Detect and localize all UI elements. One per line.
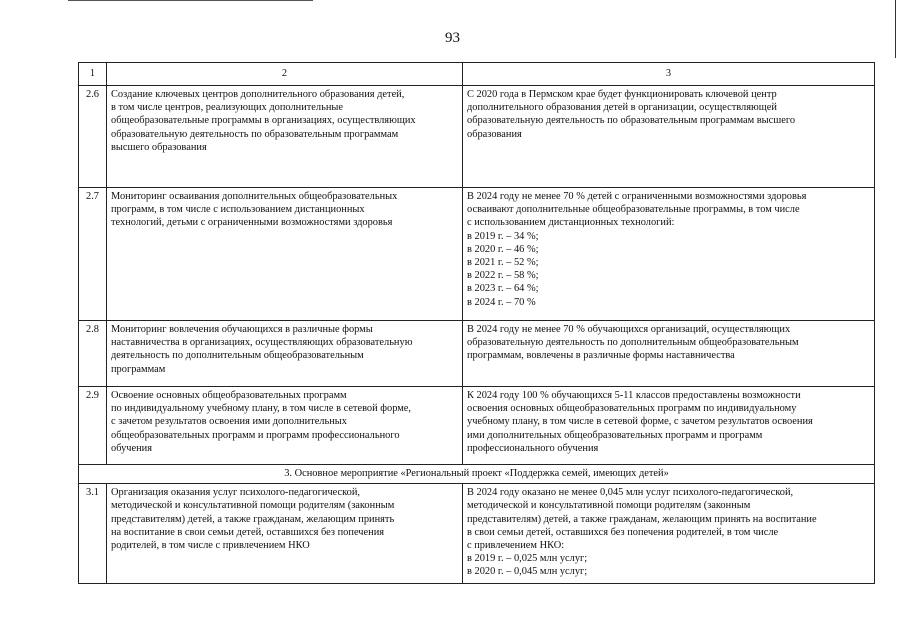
task-cell: Создание ключевых центров дополнительного образования детей, в том числе центров, реализующих дополнительные общеобразовательные программы в организациях, осуществляющих образовательную деятельность по образовательным программам высшего образования (107, 86, 463, 188)
edge-line (895, 0, 896, 58)
table-row (79, 86, 875, 188)
column-header-task: 2 (107, 63, 463, 86)
result-cell: С 2020 года в Пермском крае будет функционировать ключевой центр дополнительного образования детей в организации, осуществляющей образовательную деятельность по образовательным программам высшего образования (463, 86, 875, 188)
table-row (79, 188, 875, 321)
result-cell: В 2024 году не менее 70 % детей с ограниченными возможностями здоровья осваивают дополнительные общеобразовательные программы, в том числе с использованием дистанционных технологий: в 2019 г. – 34 %; в 2020 г. – 46 %; в 2021 г. – 52 %; в 2022 г. – 58 %; в 2023 г. – 64 %; в 2024 г. – 70 % (463, 188, 875, 321)
table-row (79, 387, 875, 465)
table-row (79, 484, 875, 584)
table-header-row (79, 63, 875, 86)
section-row (79, 465, 875, 484)
page-number: 93 (445, 30, 460, 46)
result-cell: В 2024 году не менее 70 % обучающихся организаций, осуществляющих образовательную деятельность по дополнительным общеобразовательным программам, вовлечены в различные формы наставничества (463, 321, 875, 387)
task-cell: Организация оказания услуг психолого-педагогической, методической и консультативной помощи родителям (законным представителям) детей, а также гражданам, желающим принять на воспитание в свои семьи детей, оставшихся без попечения родителей, в том числе с привлечением НКО (107, 484, 463, 584)
task-cell: Освоение основных общеобразовательных программ по индивидуальному учебному плану, в том числе в сетевой форме, с зачетом результатов освоения ими дополнительных общеобразовательных программ и программ профессионального обучения (107, 387, 463, 465)
task-cell: Мониторинг вовлечения обучающихся в различные формы наставничества в организациях, осуществляющих образовательную деятельность по дополнительным общеобразовательным программам (107, 321, 463, 387)
plan-table (78, 62, 875, 584)
column-header-number: 1 (79, 63, 107, 86)
result-cell: В 2024 году оказано не менее 0,045 млн услуг психолого-педагогической, методической и консультативной помощи родителям (законным представителям) детей, а также гражданам, желающим принять на воспитание в свои семьи детей, оставшихся без попечения родителей, в том числе с привлечением НКО: в 2019 г. – 0,025 млн услуг; в 2020 г. – 0,045 млн услуг; (463, 484, 875, 584)
section-title: 3. Основное мероприятие «Региональный проект «Поддержка семей, имеющих детей» (79, 465, 875, 484)
row-number: 3.1 (79, 484, 107, 584)
column-header-result: 3 (463, 63, 875, 86)
row-number: 2.9 (79, 387, 107, 465)
row-number: 2.8 (79, 321, 107, 387)
row-number: 2.7 (79, 188, 107, 321)
table-row (79, 321, 875, 387)
result-cell: К 2024 году 100 % обучающихся 5-11 классов предоставлены возможности освоения основных общеобразовательных программ по индивидуальному учебному плану, в том числе в сетевой форме, с зачетом результатов освоения ими дополнительных общеобразовательных программ и программ профессионального обучения (463, 387, 875, 465)
task-cell: Мониторинг осваивания дополнительных общеобразовательных программ, в том числе с использованием дистанционных технологий, детьми с ограниченными возможностями здоровья (107, 188, 463, 321)
top-rule (68, 0, 313, 1)
row-number: 2.6 (79, 86, 107, 188)
